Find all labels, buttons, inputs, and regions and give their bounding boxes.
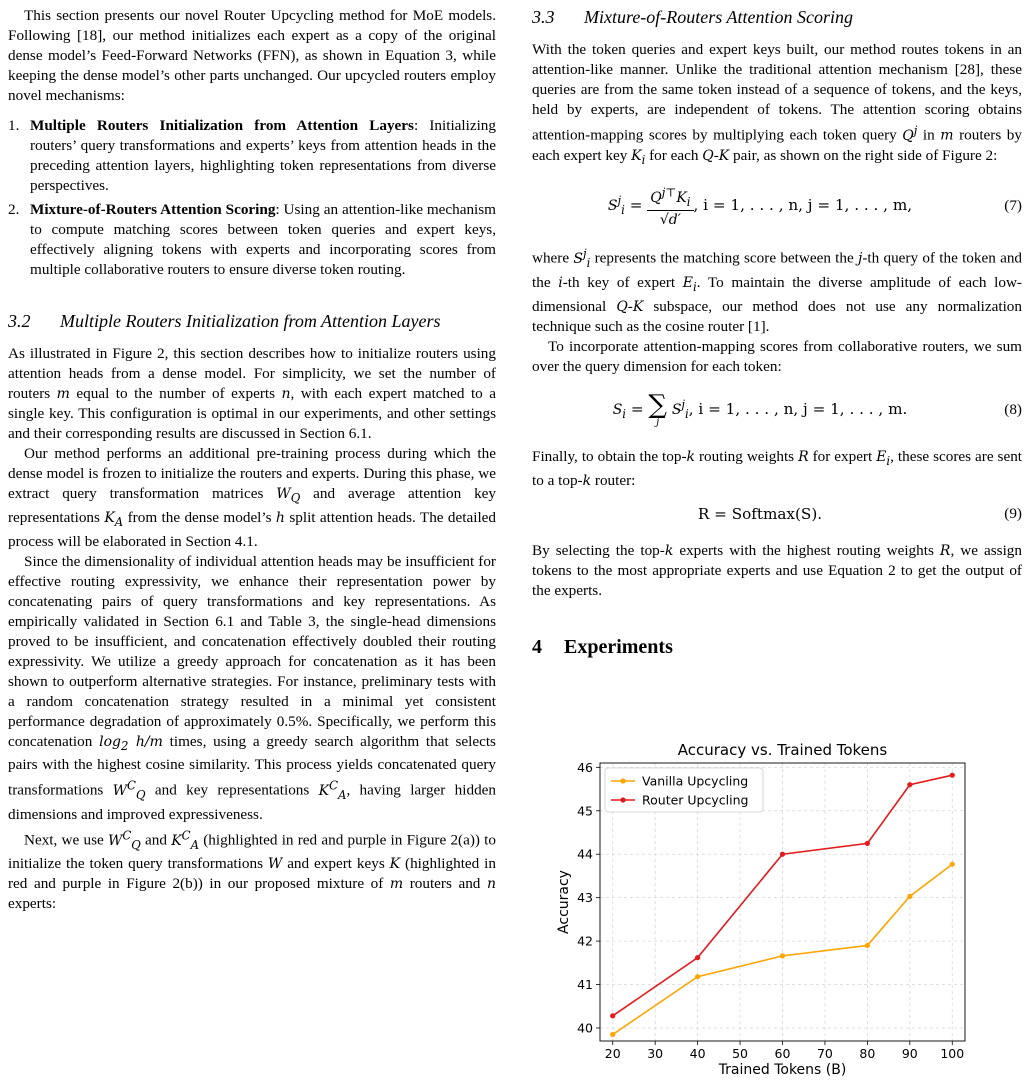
section-heading-3-2 xyxy=(8,310,496,332)
equation-8: $S_i$ = ∑ j $S^j_i$, i = 1, . . . , n, j = 1, . . . , m. (8) xyxy=(612,389,1022,428)
list-item xyxy=(8,116,496,196)
paragraph: Since the dimensionality of individual attention heads may be insufficient for effective routing expressivity, we enhance their representation power by concatenating pairs of query transformations and key representations. As empirically validated in Section 6.1 and Table 3, the single-head dimensions proved to be insufficient, and concatenation effectively doubled their routing expressivity. We utilize a greedy approach for concatenation as it has been shown to outperform alternative strategies. For instance, preliminary tests with a random concatenation strategy resulted in a minimal yet consistent performance degradation of approximately 0.5%. Specifically, we perform this concatenation $\log_2 h/m$ times, using a greedy search algorithm that selects pairs with the highest cosine similarity. This process yields concatenated query transformations $W^C_Q$ and key representations $K^C_A$, having larger hidden dimensions and improved expressiveness. xyxy=(8,552,497,823)
x-tick-label: 60 xyxy=(774,1046,791,1061)
paragraph: Our method performs an additional pre-training process during which the dense model is frozen to initialize the routers and experts. During this phase, we extract query transformation matrices $W_Q$ and average attention key representations $K_A$ from the dense model’s h split attention heads. The detailed process will be elaborated in Section 4.1. xyxy=(8,445,496,550)
legend-marker xyxy=(620,778,625,783)
accuracy-line-chart xyxy=(555,735,975,1085)
list-item-number: 1. xyxy=(8,117,20,134)
y-tick-label: 45 xyxy=(577,803,593,819)
paragraph: By selecting the top-k experts with the highest routing weights R, we assign tokens to the most appropriate experts and use Equation 2 to get the output of the experts. xyxy=(532,541,1022,599)
list-item-text: : Initializing routers’ query transformations and experts’ keys from attention heads in the preceding attention layers, highlighting token representations from diverse perspectives. xyxy=(30,117,496,194)
data-point xyxy=(950,773,955,778)
section-heading-4 xyxy=(532,635,1022,659)
data-point xyxy=(780,953,785,958)
equation-8-rest: , i = 1, . . . , n, j = 1, . . . , m. xyxy=(688,399,908,418)
section-heading-3-3 xyxy=(532,6,1022,28)
equation-tag: (7) xyxy=(1004,197,1022,215)
legend-label: Router Upcycling xyxy=(642,792,749,808)
paragraph: With the token queries and expert keys built, our method routes tokens in an attention-like manner. Unlike the traditional attention mechanism [28], these queries are from the same token instead of a sequence of tokens, and the keys, held by experts, are independent of tokens. The attention scoring obtains attention-mapping scores by multiplying each token query $Q^j$ in m routers by each expert key $K_i$ for each Q-K pair, as shown on the right side of Figure 2: xyxy=(532,41,1022,167)
list-item-title: Mixture-of-Routers Attention Scoring xyxy=(30,201,276,218)
contribution-list xyxy=(8,116,496,280)
x-tick-label: 30 xyxy=(647,1046,664,1061)
data-point xyxy=(610,1013,615,1018)
data-point xyxy=(695,974,700,979)
y-tick-label: 40 xyxy=(577,1020,593,1036)
data-point xyxy=(610,1032,615,1037)
legend-marker xyxy=(620,797,625,802)
list-item-number: 2. xyxy=(8,201,20,218)
data-point xyxy=(865,943,870,948)
x-tick-label: 90 xyxy=(901,1046,918,1061)
y-tick-label: 41 xyxy=(577,977,593,993)
legend-label: Vanilla Upcycling xyxy=(642,773,749,789)
list-item-text: : Using an attention-like mechanism to compute matching scores between token queries and expert keys, effectively aligning tokens with experts and incorporating scores from multiple collaborative routers to ensure diverse token routing. xyxy=(30,201,496,278)
equation-tag: (9) xyxy=(1004,504,1022,522)
section-number: 4 xyxy=(532,635,542,658)
y-tick-label: 43 xyxy=(577,890,593,906)
data-point xyxy=(695,955,700,960)
y-tick-label: 42 xyxy=(577,933,593,949)
paragraph: Next, we use $W^C_Q$ and $K^C_A$ (highlighted in red and purple in Figure 2(a)) to initialize the token query transformations W and expert keys K (highlighted in red and purple in Figure 2(b)) in our proposed mixture of m routers and n experts: xyxy=(8,827,496,913)
data-point xyxy=(907,894,912,899)
x-tick-label: 80 xyxy=(859,1046,876,1061)
data-point xyxy=(780,852,785,857)
chart-title: Accuracy vs. Trained Tokens xyxy=(677,741,888,759)
intro-paragraph: This section presents our novel Router Upcycling method for MoE models. Following [18], our method initializes each expert as a copy of the original dense model’s Feed-Forward Networks (FFN), as shown in Equation 3, while keeping the dense model’s other parts unchanged. Our upcycled routers employ novel mechanisms: xyxy=(8,7,496,104)
x-tick-label: 40 xyxy=(689,1046,706,1061)
y-axis-label: Accuracy xyxy=(556,870,572,934)
section-number: 3.3 xyxy=(532,7,555,27)
x-tick-label: 20 xyxy=(604,1046,621,1061)
x-tick-label: 100 xyxy=(940,1046,965,1061)
left-column xyxy=(8,0,496,914)
list-item-title: Multiple Routers Initialization from Attention Layers xyxy=(30,117,414,134)
paragraph: Finally, to obtain the top-k routing weights R for expert $E_i$, these scores are sent to a top-k router: xyxy=(532,447,1023,489)
equation-7-rest: , i = 1, . . . , n, j = 1, . . . , m, xyxy=(693,196,913,215)
equation-tag: (8) xyxy=(1004,400,1022,418)
section-number: 3.2 xyxy=(8,311,31,331)
x-axis-label: Trained Tokens (B) xyxy=(718,1062,847,1078)
list-item xyxy=(8,200,496,280)
data-point xyxy=(907,782,912,787)
section-title: Mixture-of-Routers Attention Scoring xyxy=(584,7,853,27)
y-tick-label: 44 xyxy=(577,846,593,862)
x-tick-label: 70 xyxy=(816,1046,833,1061)
paragraph: As illustrated in Figure 2, this section describes how to initialize routers using attention heads from a dense model. For simplicity, we set the number of routers m equal to the number of experts n, with each expert matched to a single key. This configuration is optimal in our experiments, and other settings and their corresponding results are discussed in Section 6.1. xyxy=(8,345,496,442)
equation-9-body: R = Softmax(S). xyxy=(697,504,823,523)
equation-7: $S^j_i$ = $\frac{Q^{j⊤}K_i}{√d'}$ , i = 1, . . . , n, j = 1, . . . , m, (7) xyxy=(607,185,1022,228)
data-point xyxy=(865,841,870,846)
x-tick-label: 50 xyxy=(732,1046,749,1061)
right-column xyxy=(532,0,1022,659)
data-point xyxy=(950,862,955,867)
y-tick-label: 46 xyxy=(577,759,593,775)
paragraph: To incorporate attention-mapping scores from collaborative routers, we sum over the query dimension for each token: xyxy=(532,337,1022,375)
equation-9 xyxy=(532,491,1022,537)
paragraph: where $S^j_i$ represents the matching score between the j-th query of the token and the i-th key of expert $E_i$. To maintain the diverse amplitude of each low-dimensional Q-K subspace, our method does not use any normalization technique such as the cosine router [1]. xyxy=(532,246,1023,335)
section-title: Experiments xyxy=(564,635,673,658)
section-title: Multiple Routers Initialization from Attention Layers xyxy=(60,311,441,331)
